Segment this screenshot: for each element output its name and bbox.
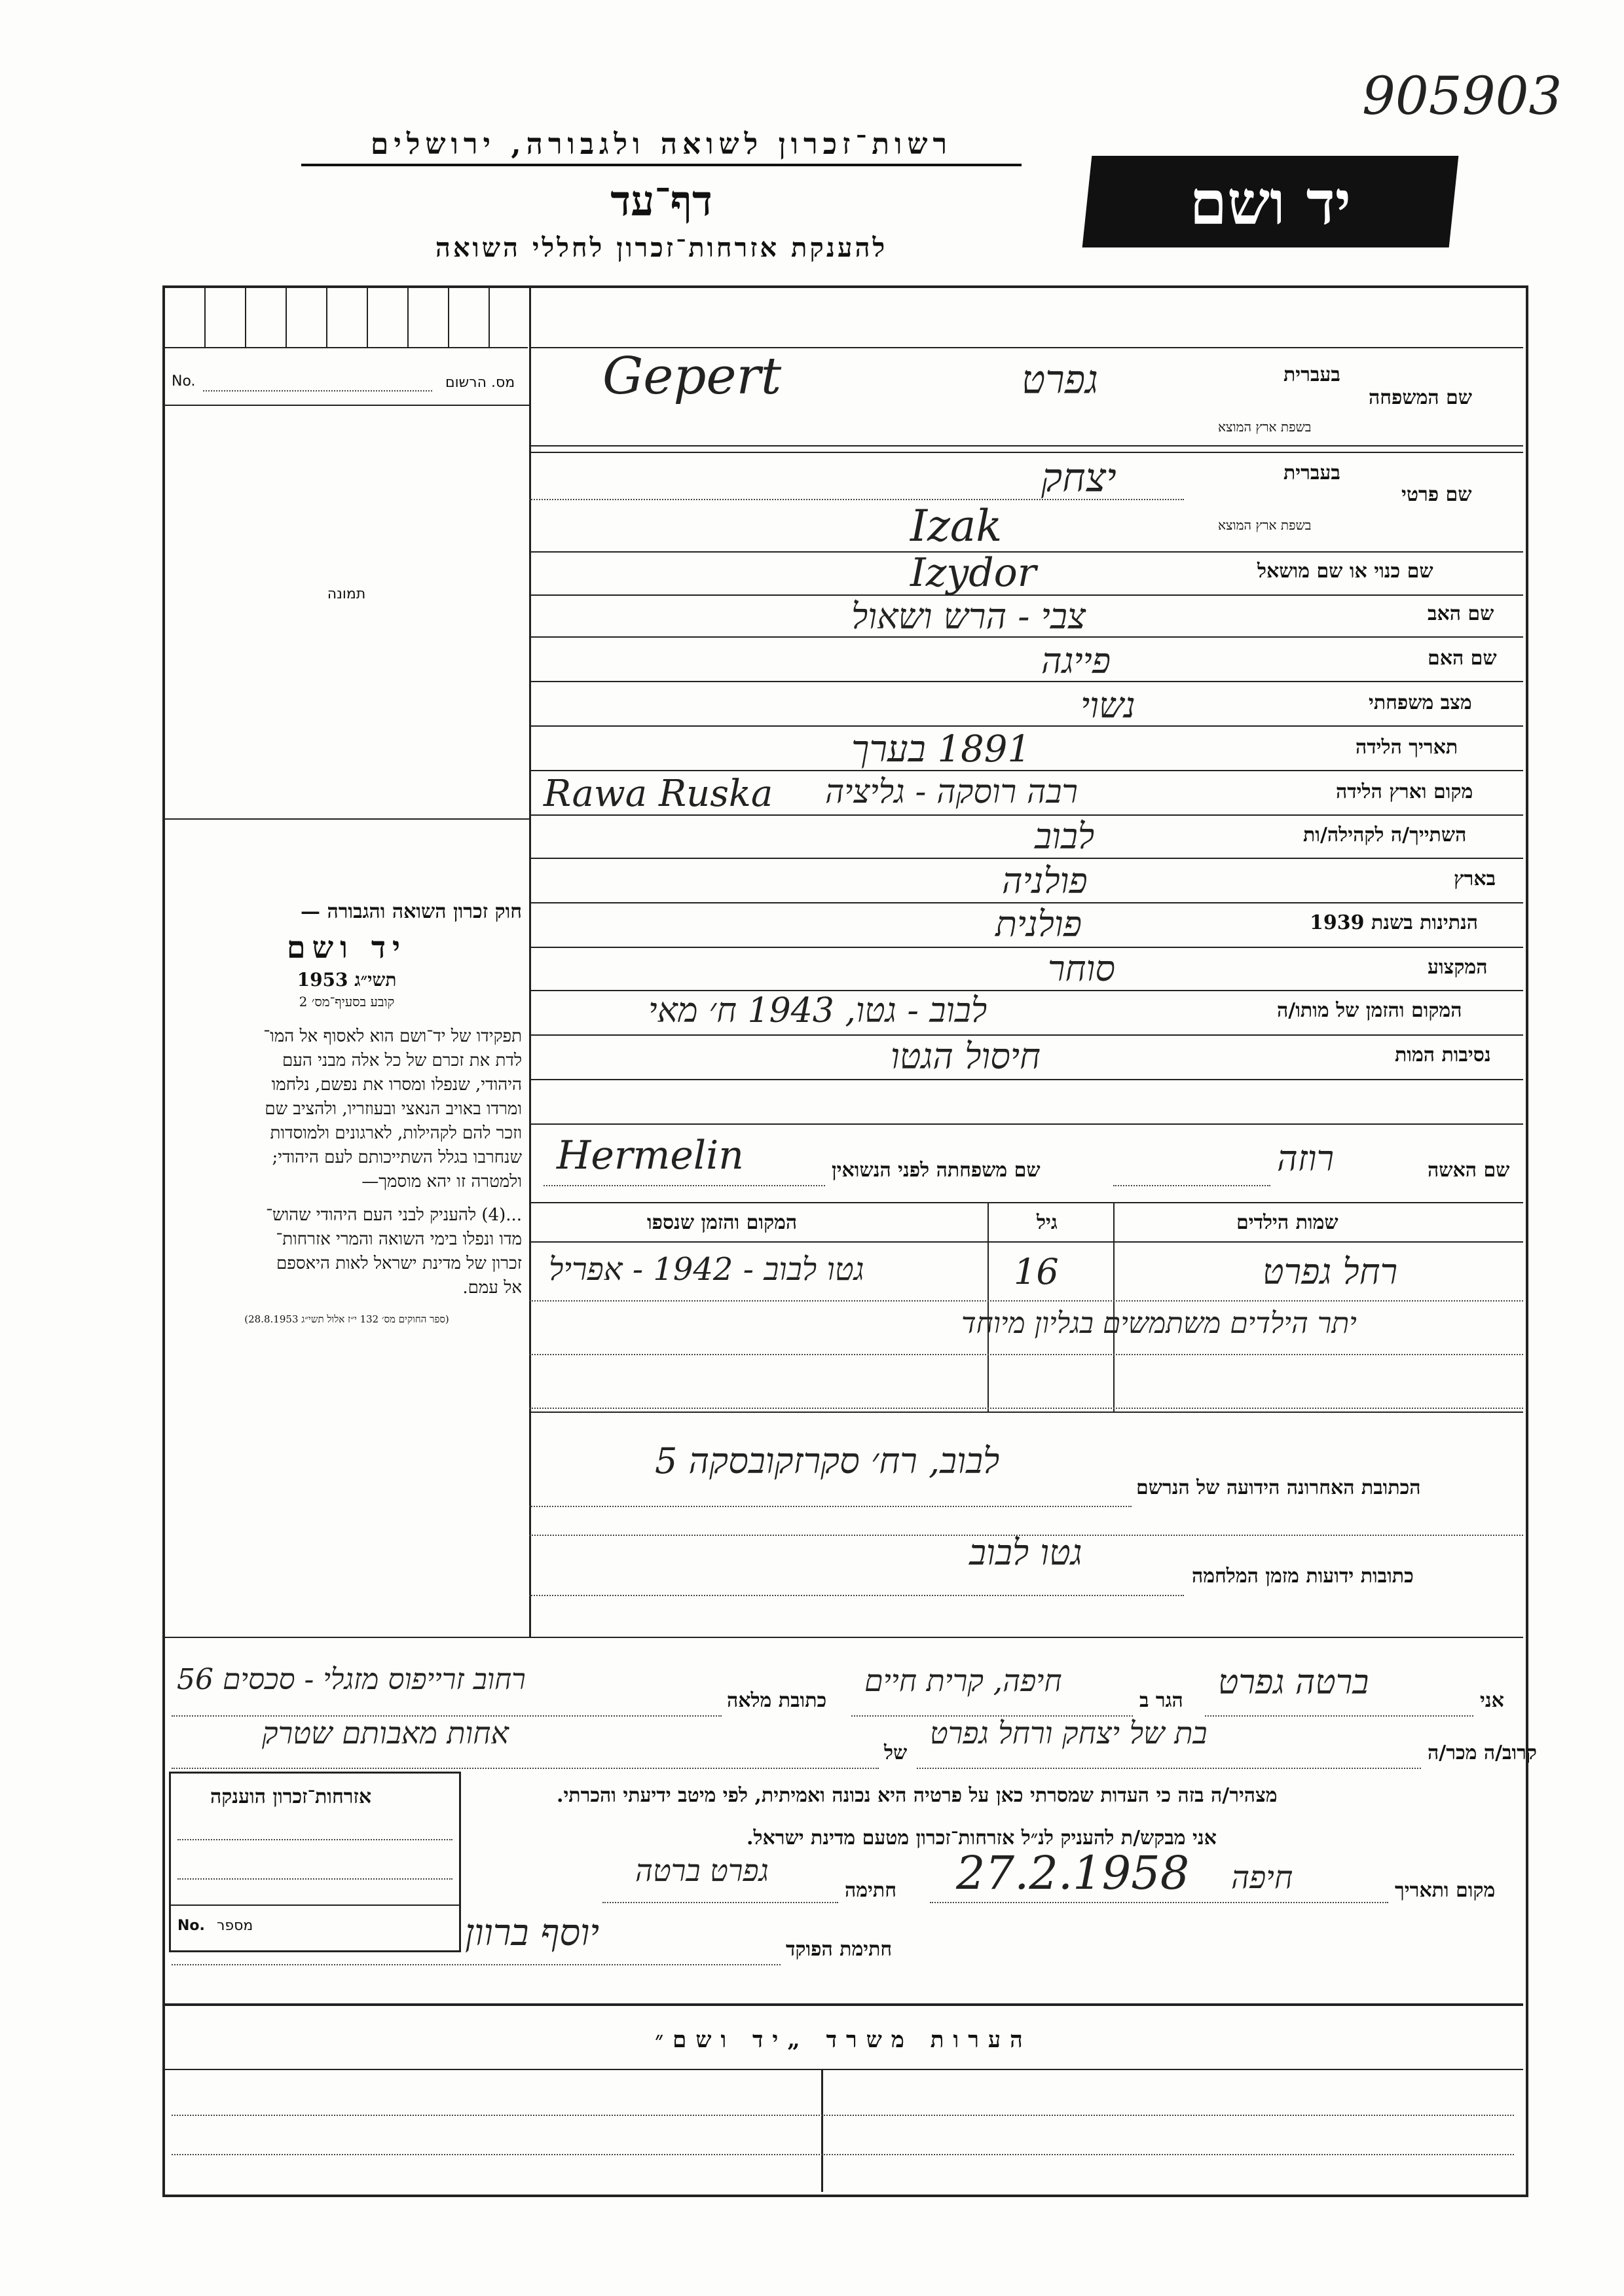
- country-label: בארץ: [1454, 867, 1496, 890]
- office-notes-title: הערות משרד „יד ושם״: [655, 2027, 1032, 2053]
- child-death-place: גטו לבוב - 1942 - אפריל: [549, 1251, 864, 1288]
- death-circumstances-value: חיסול הגטו: [891, 1036, 1041, 1077]
- relation-note: אחות מאבותם שטרק: [262, 1715, 509, 1751]
- last-address-value: לבוב, רח׳ סקרזקובסקה 5: [655, 1440, 1000, 1482]
- family-name-hebrew: גפרט: [1022, 357, 1098, 403]
- of-label: של: [884, 1741, 908, 1764]
- profession-value: סוחר: [1048, 948, 1116, 989]
- declarant-city: חיפה, קרית חיים: [864, 1663, 1062, 1698]
- in-native-label-2: בשפת ארץ המוצא: [1218, 517, 1312, 533]
- other-children-note: יתר הילדים משתמשים בגליון מיוחד: [961, 1307, 1357, 1340]
- birth-date-value: 1891 בערך: [851, 728, 1031, 771]
- registry-boxes: [164, 288, 528, 348]
- wife-label: שם האשה: [1428, 1159, 1510, 1182]
- family-name-native: Gepert: [602, 347, 782, 406]
- nickname-label: שם כנוי או שם מושאל: [1257, 560, 1433, 583]
- photo-label: תמונה: [327, 586, 366, 602]
- nickname-value: Izydor: [910, 550, 1037, 596]
- community-value: לבוב: [1035, 816, 1095, 857]
- mother-value: פייגה: [1041, 640, 1111, 682]
- column-divider: [529, 285, 531, 1637]
- declaration-date: 27.2.1958: [956, 1846, 1190, 1900]
- child-name: רחל גפרט: [1263, 1251, 1398, 1292]
- page-title: דף־עד: [610, 177, 712, 226]
- children-table: [529, 1202, 1523, 1412]
- citizenship-label: הנתינות בשנת 1939: [1310, 911, 1479, 934]
- citizenship-granted-box: [169, 1772, 461, 1952]
- archive-number: 905903: [1362, 65, 1562, 126]
- statement-line-1: מצהיר/ה בזה כי העדות שמסרתי כאן על פרטיה היא נכונה ואמיתית, לפי מיטב ידיעתי והכרתי.: [557, 1784, 1278, 1807]
- resides-label: הגר ב: [1139, 1689, 1183, 1712]
- declarant-i-label: אני: [1480, 1689, 1504, 1712]
- citizenship-value: פולנית: [995, 903, 1082, 945]
- children-place-header: המקום והזמן שנספו: [647, 1211, 798, 1234]
- country-value: פולניה: [1002, 860, 1088, 902]
- law-name: יד ושם: [286, 930, 407, 965]
- profession-label: המקצוע: [1428, 956, 1488, 979]
- full-address-label: כתובת מלאה: [727, 1689, 827, 1712]
- statement-line-2: אני מבקש/ת להעניק לנ״ל אזרחות־זכרון מטעם מדינת ישראל.: [747, 1827, 1217, 1850]
- signature-label: חתימה: [845, 1879, 896, 1902]
- wartime-address-label: כתובות ידועות מזמן המלחמה: [1192, 1565, 1414, 1588]
- relation-value: בת של יצחק ורחל גפרט: [930, 1715, 1208, 1751]
- father-value: צבי - הרש ושאול: [851, 596, 1086, 637]
- first-name-hebrew: יצחק: [1041, 455, 1116, 501]
- marital-status-value: נשוי: [1080, 685, 1135, 726]
- officer-signature-label: חתימת הפוקד: [786, 1938, 893, 1961]
- birth-date-label: תאריך הלידה: [1356, 736, 1458, 759]
- place-date-label: מקום ותאריך: [1395, 1879, 1496, 1902]
- page-subtitle: להענקת אזרחות־זכרון לחללי השואה: [435, 232, 888, 263]
- citizenship-no-label: No.: [177, 1918, 205, 1934]
- declarant-address: רחוב זרייפוס מזגלי - סכסים 56: [177, 1663, 526, 1696]
- officer-signature: יוסף ברוון: [465, 1912, 600, 1954]
- declaration-place: חיפה: [1231, 1859, 1293, 1896]
- citizenship-number-label: מספר: [217, 1918, 253, 1934]
- law-clause: קובע בסעיף־מס׳ 2: [299, 994, 395, 1010]
- law-year: תשי״ג 1953: [297, 969, 397, 991]
- citizenship-granted-title: אזרחות־זכרון הוענקה: [210, 1785, 372, 1808]
- mother-label: שם האם: [1428, 647, 1497, 670]
- first-name-native: Izak: [910, 501, 1003, 551]
- children-age-header: גיל: [1037, 1211, 1058, 1234]
- death-place-time-label: המקום והזמן של מותו/ה: [1277, 999, 1462, 1022]
- child-age: 16: [1014, 1251, 1059, 1292]
- law-reference: (ספר החוקים מס׳ 132 י״ז אלול תשי״ג 28.8.1953): [244, 1313, 449, 1325]
- no-label: No.: [172, 373, 196, 390]
- law-title: חוק זכרון השואה והגבורה —: [301, 900, 522, 923]
- in-hebrew-label-2: בעברית: [1283, 462, 1340, 484]
- birth-place-native: Rawa Ruska: [544, 773, 773, 815]
- declarant-name: ברטה גפרט: [1218, 1663, 1369, 1702]
- wife-maiden-value: Hermelin: [557, 1133, 744, 1178]
- first-name-label: שם פרטי: [1401, 483, 1472, 506]
- wartime-address-value: גטו לבוב: [969, 1532, 1082, 1573]
- community-label: השתייך/ה לקהילה/ות: [1303, 824, 1467, 847]
- in-native-label-1: בשפת ארץ המוצא: [1218, 419, 1312, 435]
- children-names-header: שמות הילדים: [1236, 1211, 1338, 1234]
- wife-maiden-label: שם משפחתה לפני הנשואין: [832, 1159, 1041, 1182]
- registration-number-label: מס. הרשום: [445, 374, 515, 391]
- last-address-label: הכתובת האחרונה הידועה של הנרשם: [1136, 1476, 1421, 1499]
- logo-text: יד ושם: [1189, 168, 1352, 238]
- declarant-signature: גפרט ברטה: [635, 1853, 769, 1888]
- marital-status-label: מצב משפחתי: [1369, 691, 1472, 714]
- wife-value: רוזה: [1277, 1138, 1335, 1179]
- family-name-label: שם המשפחה: [1369, 386, 1473, 409]
- in-hebrew-label-1: בעברית: [1283, 363, 1340, 386]
- death-place-time-value: לבוב - גטו, 1943 ח׳ מאי: [648, 991, 987, 1030]
- father-label: שם האב: [1428, 602, 1494, 625]
- authority-heading: רשות־זכרון לשואה ולגבורה, ירושלים: [301, 128, 1022, 166]
- birth-place-hebrew: רבה רוסקה - גליציה: [825, 773, 1078, 811]
- relation-label: קרוב/ה מכר/ה: [1428, 1741, 1537, 1764]
- death-circumstances-label: נסיבות המות: [1395, 1044, 1491, 1066]
- logo-block: [1082, 156, 1459, 247]
- law-block: [172, 900, 522, 1326]
- birth-place-label: מקום וארץ הלידה: [1336, 780, 1473, 803]
- law-text: תפקידו של יד־ושם הוא לאסוף אל המו־ לדת את זכרם של כל אלה מבני העם היהודי, שנפלו ומסרו את נפשם, נלחמו ומרדו באויב הנאצי ובעוזריו, ולהציב שם וזכר להם לקהילות, לארגונים ולמוסדות שנחרבו בגלל השתייכותם לעם היהודי; ולמטרה זו יהא מוסמך— ...(4) להעניק לבני העם היהודי שהוש־ מדו ונפלו בימי השואה והמרי אזרחות־ זכרון של מדינת ישראל לאות היאספם אל עמם.: [263, 1027, 522, 1298]
